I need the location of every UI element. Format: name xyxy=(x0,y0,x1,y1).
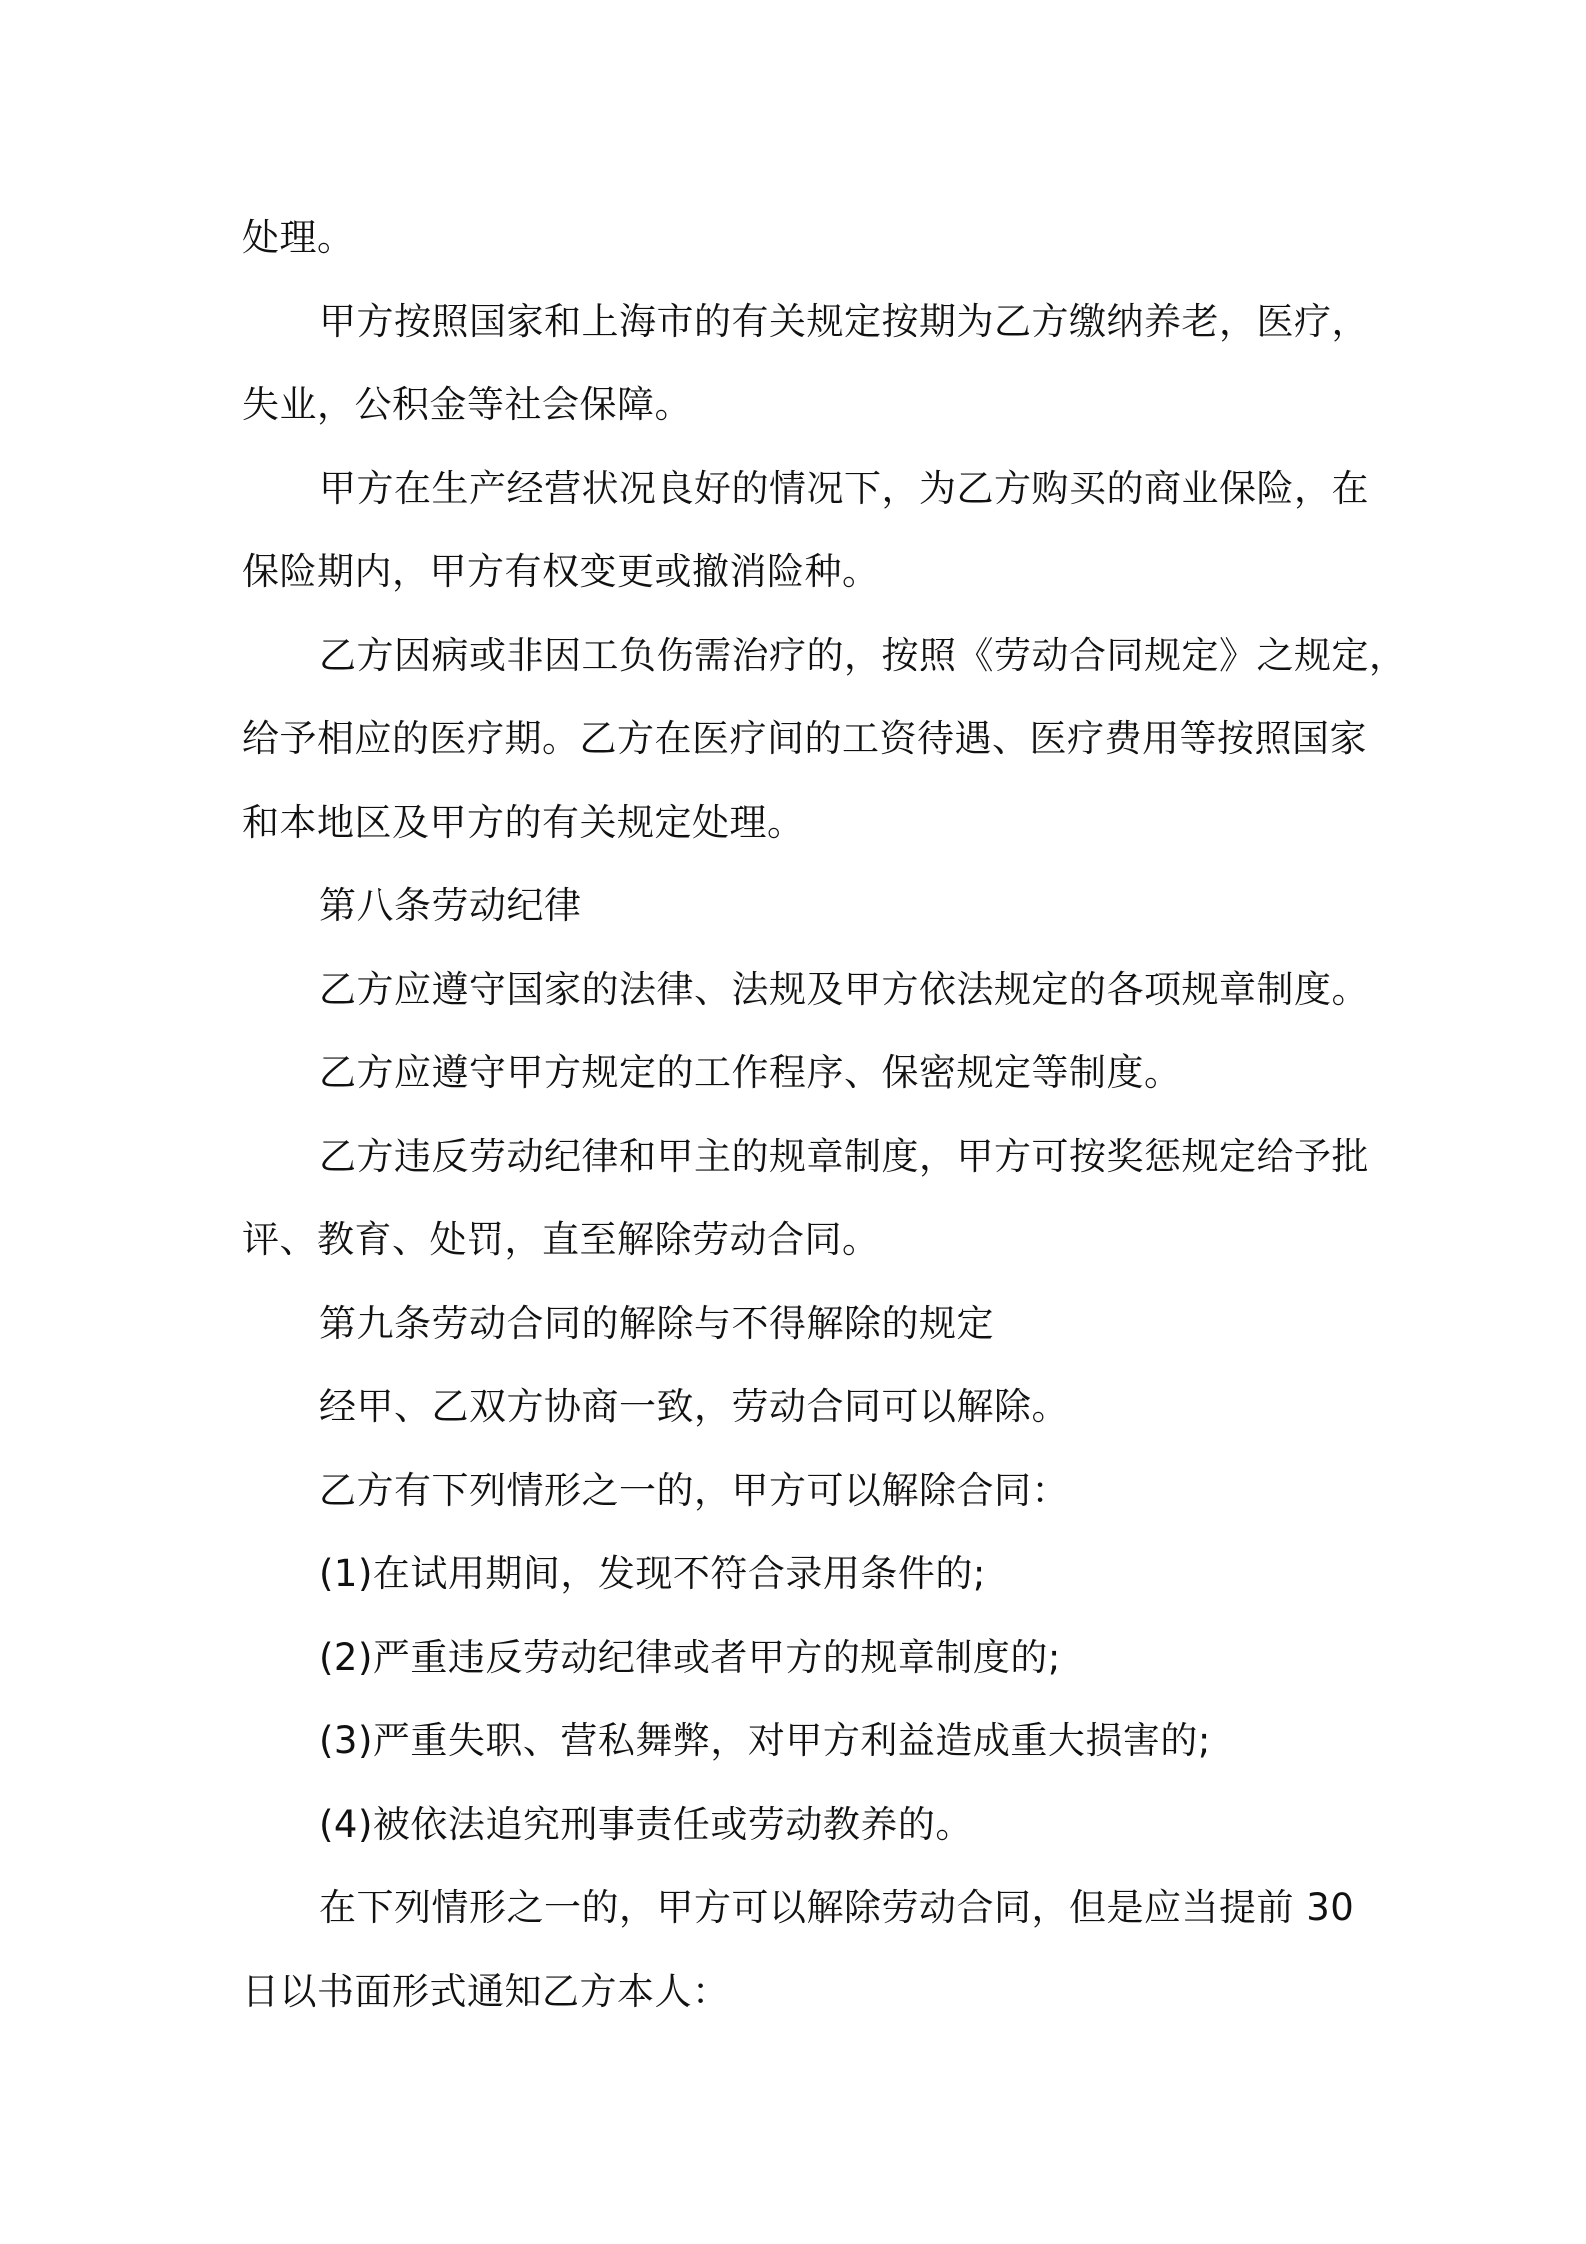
article-heading: 第八条劳动纪律 xyxy=(319,884,582,927)
article-heading: 第九条劳动合同的解除与不得解除的规定 xyxy=(319,1301,994,1345)
text-line: 处理。 xyxy=(242,216,355,259)
text-line: 乙方违反劳动纪律和甲主的规章制度，甲方可按奖惩规定给予批 xyxy=(319,1134,1369,1178)
text-line: 乙方因病或非因工负伤需治疗的，按照《劳动合同规定》之规定， xyxy=(319,633,1407,677)
text-line: 评、教育、处罚，直至解除劳动合同。 xyxy=(242,1218,880,1261)
text-line: 在下列情形之一的，甲方可以解除劳动合同，但是应当提前 30 xyxy=(319,1886,1355,1929)
text-line: 乙方有下列情形之一的，甲方可以解除合同： xyxy=(319,1468,1069,1512)
list-item: (4)被依法追究刑事责任或劳动教养的。 xyxy=(319,1802,973,1846)
text-line: 经甲、乙双方协商一致，劳动合同可以解除。 xyxy=(319,1385,1069,1428)
text-line: 失业，公积金等社会保障。 xyxy=(242,383,692,426)
list-item: (1)在试用期间，发现不符合录用条件的; xyxy=(319,1552,986,1595)
text-line: 给予相应的医疗期。乙方在医疗间的工资待遇、医疗费用等按照国家 xyxy=(242,717,1367,760)
text-line: 乙方应遵守国家的法律、法规及甲方依法规定的各项规章制度。 xyxy=(319,967,1369,1011)
document-body xyxy=(242,196,1407,2033)
text-line: 乙方应遵守甲方规定的工作程序、保密规定等制度。 xyxy=(319,1051,1182,1094)
text-line: 和本地区及甲方的有关规定处理。 xyxy=(242,800,805,844)
text-line: 保险期内，甲方有权变更或撤消险种。 xyxy=(242,550,880,593)
list-item: (3)严重失职、营私舞弊，对甲方利益造成重大损害的; xyxy=(319,1719,1211,1762)
text-line: 甲方在生产经营状况良好的情况下，为乙方购买的商业保险，在 xyxy=(319,466,1369,510)
text-line: 甲方按照国家和上海市的有关规定按期为乙方缴纳养老，医疗， xyxy=(319,299,1369,343)
text-line: 日以书面形式通知乙方本人： xyxy=(242,1969,730,2013)
list-item: (2)严重违反劳动纪律或者甲方的规章制度的; xyxy=(319,1635,1061,1679)
